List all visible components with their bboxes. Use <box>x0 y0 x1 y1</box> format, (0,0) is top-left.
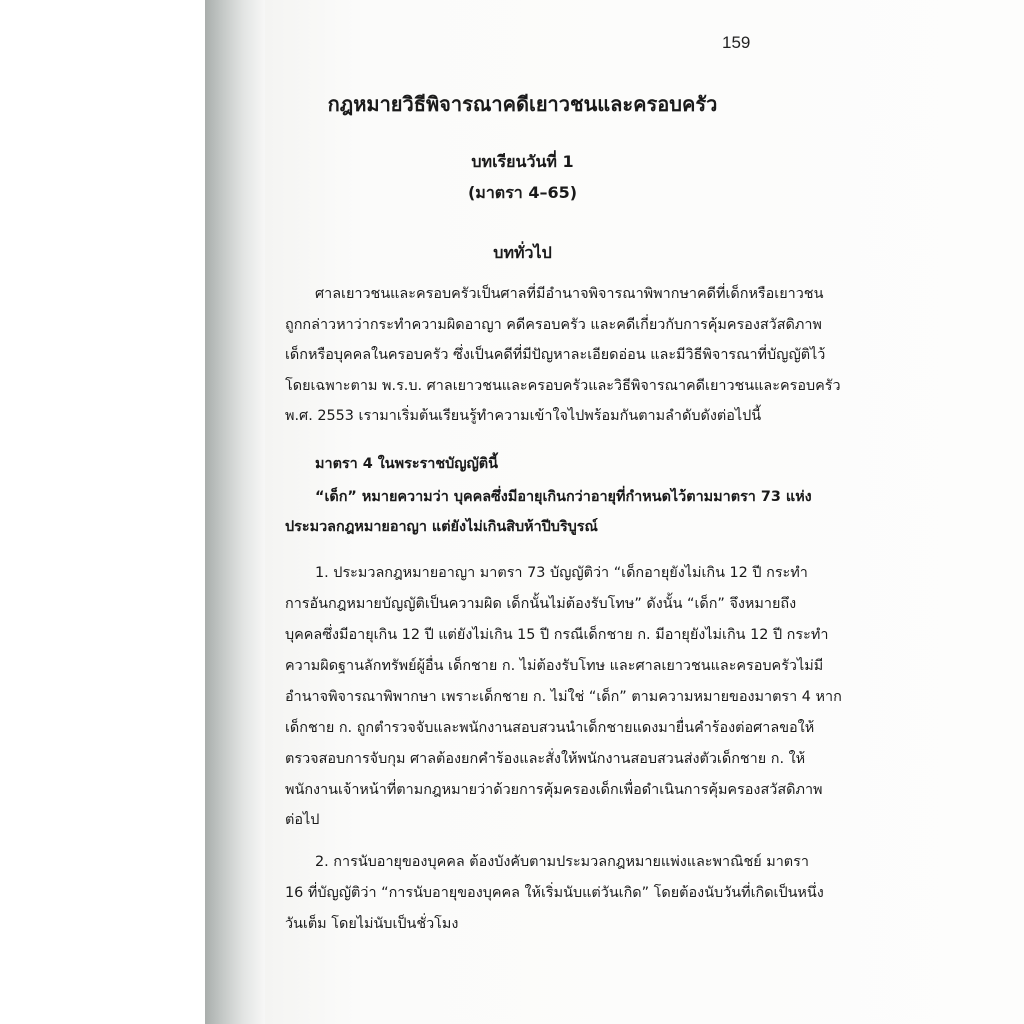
note1-line: เด็กชาย ก. ถูกตำรวจจับและพนักงานสอบสวนนำเด็กชายแดงมายื่นคำร้องต่อศาลขอให้ <box>285 720 815 736</box>
intro-line: เด็กหรือบุคคลในครอบครัว ซึ่งเป็นคดีที่มีปัญหาละเอียดอ่อน และมีวิธีพิจารณาที่บัญญัติไว้ <box>285 347 826 363</box>
note2-line: วันเต็ม โดยไม่นับเป็นชั่วโมง <box>285 916 459 932</box>
note1-line: ต่อไป <box>285 812 320 828</box>
intro-line: ศาลเยาวชนและครอบครัวเป็นศาลที่มีอำนาจพิจารณาพิพากษาคดีที่เด็กหรือเยาวชน <box>315 286 824 302</box>
note2-line: 2. การนับอายุของบุคคล ต้องบังคับตามประมวลกฎหมายแพ่งและพาณิชย์ มาตรา <box>315 854 809 870</box>
chapter-title: กฎหมายวิธีพิจารณาคดีเยาวชนและครอบครัว <box>327 92 718 116</box>
section4-definition-line: ประมวลกฎหมายอาญา แต่ยังไม่เกินสิบห้าปีบริบูรณ์ <box>285 519 598 535</box>
page-number: 159 <box>722 33 751 52</box>
note1-line: บุคคลซึ่งมีอายุเกิน 12 ปี แต่ยังไม่เกิน 15 ปี กรณีเด็กชาย ก. มีอายุยังไม่เกิน 12 ปี กระทำ <box>285 627 829 643</box>
general-heading: บททั่วไป <box>493 243 552 262</box>
note1-line: 1. ประมวลกฎหมายอาญา มาตรา 73 บัญญัติว่า “เด็กอายุยังไม่เกิน 12 ปี กระทำ <box>315 565 808 581</box>
note1-line: การอันกฎหมายบัญญัติเป็นความผิด เด็กนั้นไม่ต้องรับโทษ” ดังนั้น “เด็ก” จึงหมายถึง <box>285 596 797 612</box>
lesson-heading: บทเรียนวันที่ 1 <box>471 152 574 171</box>
intro-line: โดยเฉพาะตาม พ.ร.บ. ศาลเยาวชนและครอบครัวและวิธีพิจารณาคดีเยาวชนและครอบครัว <box>285 378 841 394</box>
section-range: (มาตรา 4–65) <box>467 183 578 202</box>
note1-line: ความผิดฐานลักทรัพย์ผู้อื่น เด็กชาย ก. ไม่ต้องรับโทษ และศาลเยาวชนและครอบครัวไม่มี <box>285 658 824 674</box>
note1-line: อำนาจพิจารณาพิพากษา เพราะเด็กชาย ก. ไม่ใช่ “เด็ก” ตามความหมายของมาตรา 4 หาก <box>285 689 842 705</box>
note2-line: 16 ที่บัญญัติว่า “การนับอายุของบุคคล ให้เริ่มนับแต่วันเกิด” โดยต้องนับวันที่เกิดเป็นหนึ่ง <box>285 885 824 901</box>
scan-margin <box>0 0 205 1024</box>
note1-line: ตรวจสอบการจับกุม ศาลต้องยกคำร้องและสั่งให้พนักงานสอบสวนส่งตัวเด็กชาย ก. ให้ <box>285 751 806 767</box>
note1-line: พนักงานเจ้าหน้าที่ตามกฎหมายว่าด้วยการคุ้มครองเด็กเพื่อดำเนินการคุ้มครองสวัสดิภาพ <box>285 782 823 798</box>
section4-definition-line: “เด็ก” หมายความว่า บุคคลซึ่งมีอายุเกินกว่าอายุที่กำหนดไว้ตามมาตรา 73 แห่ง <box>315 489 812 505</box>
section4-heading: มาตรา 4 ในพระราชบัญญัตินี้ <box>315 456 498 472</box>
intro-line: พ.ศ. 2553 เรามาเริ่มต้นเรียนรู้ทำความเข้าใจไปพร้อมกันตามลำดับดังต่อไปนี้ <box>285 408 762 424</box>
book-gutter-shadow <box>205 0 265 1024</box>
intro-line: ถูกกล่าวหาว่ากระทำความผิดอาญา คดีครอบครัว และคดีเกี่ยวกับการคุ้มครองสวัสดิภาพ <box>285 317 822 333</box>
